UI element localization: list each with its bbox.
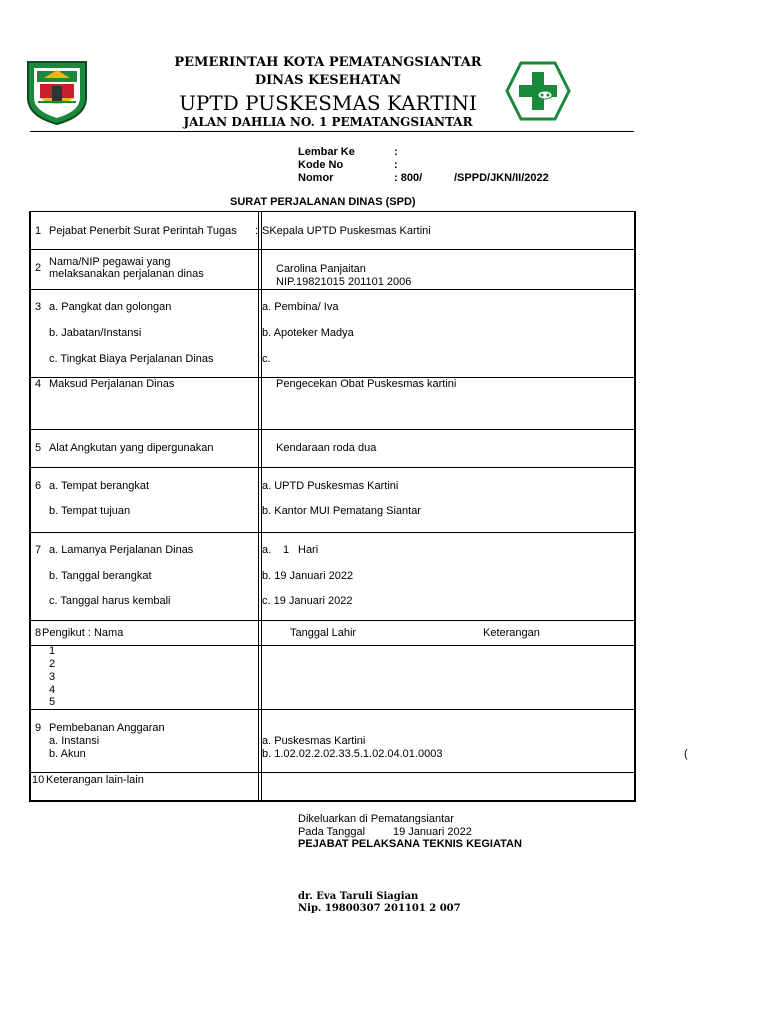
row6b-value: b. Kantor MUI Pematang Siantar [262,505,421,517]
row2-nip: NIP.19821015 201101 2006 [276,276,412,288]
official-title: PEJABAT PELAKSANA TEKNIS KEGIATAN [298,838,522,850]
row5-value: Kendaraan roda dua [276,442,377,454]
row9-number: 9 [35,722,42,734]
nomor-suffix: /SPPD/JKN/II/2022 [454,172,549,184]
header-department: DINAS KESEHATAN [254,73,402,88]
row3a-value: a. Pembina/ Iva [262,301,339,313]
row-separator [29,772,635,773]
signer-nip: Nip. 19800307 201101 2 007 [298,903,461,914]
row9b-label: b. Akun [49,748,86,760]
row5-number: 5 [35,442,42,454]
row-separator [29,289,635,290]
row2-number: 2 [35,262,42,274]
table-column-divider [258,211,259,802]
row10-label: Keterangan lain-lain [46,774,144,786]
row7c-value: c. 19 Januari 2022 [262,595,353,607]
health-cross-logo [505,60,571,122]
row7-number: 7 [35,544,42,556]
row2-label-line2: melaksanakan perjalanan dinas [49,268,204,280]
row7b-value: b. 19 Januari 2022 [262,570,354,582]
nomor-label: Nomor [298,172,334,184]
header-institution: UPTD PUSKESMAS KARTINI [179,91,477,115]
row3a-label: a. Pangkat dan golongan [49,301,172,313]
row6a-value: a. UPTD Puskesmas Kartini [262,480,399,492]
row1-number: 1 [35,225,42,237]
row1-overflow-colon: : [255,225,259,237]
row3-number: 3 [35,301,42,313]
row3b-value: b. Apoteker Madya [262,327,354,339]
kode-label: Kode No [298,159,344,171]
row9b-value: b. 1.02.02.2.02.33.5.1.02.04.01.0003 [262,748,443,760]
row-separator [29,620,635,621]
row3b-label: b. Jabatan/Instansi [49,327,142,339]
row8-col-birthdate: Tanggal Lahir [290,627,357,639]
row6-number: 6 [35,480,42,492]
row-separator [29,429,635,430]
row-separator [29,532,635,533]
row1-label: Pejabat Penerbit Surat Perintah Tugas [49,225,237,237]
row6b-label: b. Tempat tujuan [49,505,131,517]
lembar-label: Lembar Ke [298,146,355,158]
row-separator [29,249,635,250]
follower-item: 2 [49,658,56,670]
row9-label: Pembebanan Anggaran [49,722,165,734]
row8-col-notes: Keterangan [483,627,540,639]
row4-number: 4 [35,378,42,390]
row10-number: 10 [32,774,45,786]
table-border-left [29,211,31,802]
table-border-right [634,211,636,802]
issued-date-label: Pada Tanggal [298,826,366,838]
follower-item: 5 [49,696,56,708]
row-separator [29,645,635,646]
header-government: PEMERINTAH KOTA PEMATANGSIANTAR [174,55,482,70]
row7c-label: c. Tanggal harus kembali [49,595,171,607]
row-separator [29,467,635,468]
row3c-value: c. [262,353,271,365]
row4-value: Pengecekan Obat Puskesmas kartini [276,378,457,390]
document-title: SURAT PERJALANAN DINAS (SPD) [230,196,416,208]
row9a-label: a. Instansi [49,735,100,747]
row7a-unit: Hari [298,544,319,556]
header-address: JALAN DAHLIA NO. 1 PEMATANGSIANTAR [183,115,473,129]
row6a-label: a. Tempat berangkat [49,480,150,492]
table-border-top [29,211,635,212]
follower-item: 1 [49,645,56,657]
row7a-prefix: a. [262,544,272,556]
row1-value: SKepala UPTD Puskesmas Kartini [262,225,431,237]
row4-label: Maksud Perjalanan Dinas [49,378,175,390]
letterhead-rule [30,131,634,132]
row-separator [29,709,635,710]
row5-label: Alat Angkutan yang dipergunakan [49,442,214,454]
follower-item: 3 [49,671,56,683]
kode-colon: : [394,159,398,171]
row2-label-line1: Nama/NIP pegawai yang [49,256,171,268]
row7b-label: b. Tanggal berangkat [49,570,152,582]
row3c-label: c. Tingkat Biaya Perjalanan Dinas [49,353,214,365]
row7a-label: a. Lamanya Perjalanan Dinas [49,544,194,556]
stray-parenthesis: ( [684,748,688,760]
lembar-colon: : [394,146,398,158]
row7a-value: 1 [283,544,290,556]
signer-name: dr. Eva Taruli Siagian [298,891,419,902]
issued-place: Dikeluarkan di Pematangsiantar [298,813,454,825]
issued-date-value: 19 Januari 2022 [393,826,472,838]
row8-number: 8 [35,627,42,639]
table-border-bottom [29,800,635,802]
follower-item: 4 [49,684,56,696]
row8-label: Pengikut : Nama [42,627,124,639]
row2-name: Carolina Panjaitan [276,263,366,275]
nomor-value: : 800/ [394,172,423,184]
row9a-value: a. Puskesmas Kartini [262,735,366,747]
